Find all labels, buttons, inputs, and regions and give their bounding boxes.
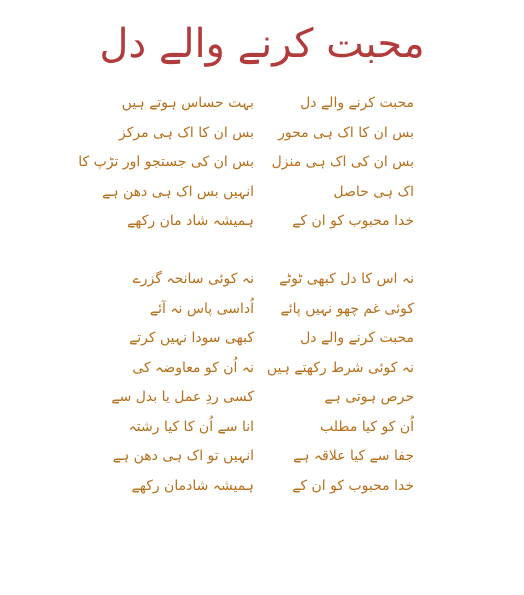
verse-right: نہ اس کا دل کبھی ٹوٹے: [279, 271, 414, 287]
verse-right: نہ کوئی شرط رکھتے ہیں: [266, 359, 414, 376]
verse-left: بس ان کی جستجو اور تڑپ کا: [78, 154, 254, 170]
verse-left: ہمیشہ شاد مان رکھے: [127, 213, 254, 229]
verse-right: کوئی غم چھو نہیں پائے: [280, 300, 414, 317]
poem-line: [0, 415, 524, 445]
poem-line: [0, 121, 524, 151]
verse-right: محبت کرنے والے دل: [300, 95, 414, 111]
poem-line: [0, 444, 524, 474]
verse-right: خدا محبوب کو ان کے: [292, 477, 414, 494]
verse-left: کبھی سودا نہیں کرتے: [129, 330, 254, 346]
verse-right: اُن کو کیا مطلب: [320, 418, 414, 435]
verse-right: جفا سے کیا علاقہ ہے: [293, 448, 414, 464]
verse-left: بہت حساس ہوتے ہیں: [121, 95, 254, 111]
poem-line: [0, 91, 524, 121]
poem-line: [0, 297, 524, 327]
verse-left: بس ان کا اک ہی مرکز: [118, 124, 254, 141]
verse-right: حرص ہوتی ہے: [324, 389, 414, 405]
verse-left: نہ اُن کو معاوضہ کی: [132, 359, 254, 376]
stanza-1: [0, 91, 524, 239]
poem-line: [0, 180, 524, 210]
stanza-2: [0, 267, 524, 503]
verse-left: انہیں تو اک ہی دھن ہے: [112, 448, 254, 464]
verse-left: انہیں بس اک ہی دھن ہے: [102, 183, 254, 200]
verse-right: خدا محبوب کو ان کے: [292, 213, 414, 229]
poem-line: [0, 474, 524, 504]
verse-left: ہمیشہ شادمان رکھے: [131, 477, 254, 494]
verse-left: کسی ردِ عمل یا بدل سے: [111, 389, 254, 405]
verse-left: نہ کوئی سانحہ گزرے: [132, 271, 254, 287]
poem-title: محبت کرنے والے دل: [99, 21, 425, 67]
poem-line: [0, 385, 524, 415]
poem-line: [0, 267, 524, 297]
verse-left: انا سے اُن کا کیا رشتہ: [128, 418, 254, 435]
verse-right: بس ان کی اک ہی منزل: [271, 154, 414, 170]
verse-right: اک ہی حاصل: [333, 183, 414, 200]
poem-line: [0, 209, 524, 239]
poem-line: [0, 326, 524, 356]
poem-line: [0, 356, 524, 386]
poem-line: [0, 150, 524, 180]
verse-left: اُداسی پاس نہ آئے: [149, 300, 254, 317]
verse-right: بس ان کا اک ہی محور: [278, 124, 414, 141]
verse-right: محبت کرنے والے دل: [300, 330, 414, 346]
